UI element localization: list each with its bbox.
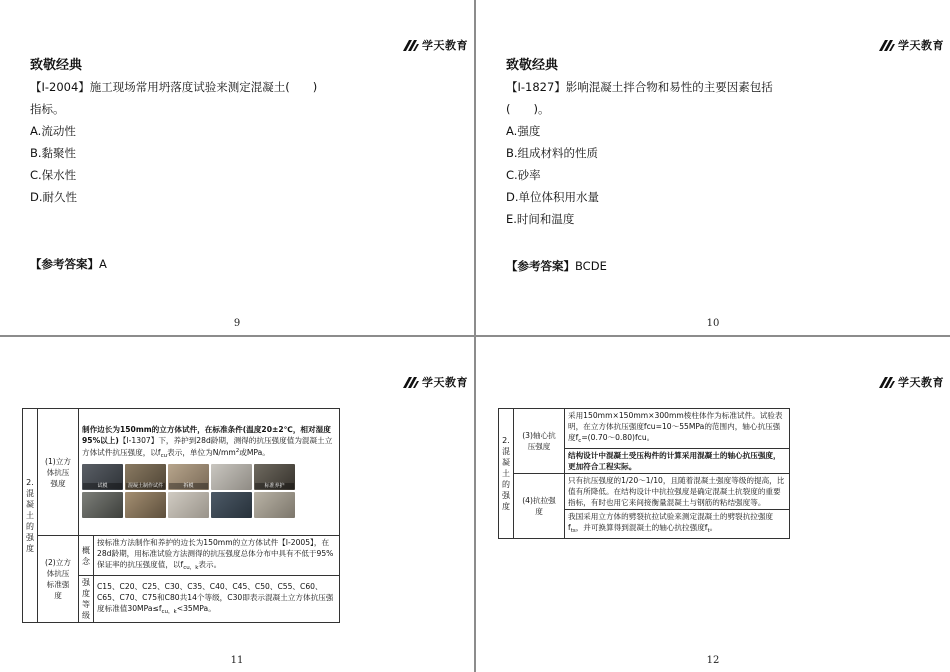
option: B.黏聚性 (30, 146, 77, 160)
photo: 混凝土制作试件 (125, 464, 166, 490)
brand-logo (879, 38, 944, 52)
option: D.耐久性 (30, 190, 78, 204)
section-label: 2. 混 凝 土 的 强 度 (23, 409, 38, 623)
option: A.强度 (506, 124, 541, 138)
brand-name: 学天教育 (898, 39, 944, 52)
page-number: 10 (706, 318, 720, 329)
cube-strength-desc: 制作边长为150mm的立方体试件，在标准条件(温度20±2℃，相对湿度95%以上)【Ⅰ-1307】下，养护到28d龄期，测得的抗压强度值为混凝土立方体试件抗压强度，以$f_{cu}$表示，单位为$N/mm^2$或MPa。 试模 混凝土制作试件 拆模 标准养护 (79, 409, 340, 536)
question-line: ( )。 (506, 102, 550, 116)
section-label: 2. 混 凝 土 的 强 度 (499, 409, 514, 539)
logo-mark-icon (403, 40, 419, 51)
photo (211, 464, 252, 490)
page-number: 9 (233, 318, 241, 329)
category-axial-compression: (3)轴心抗 压强度 (514, 409, 565, 474)
option: B.组成材料的性质 (506, 146, 599, 160)
answer-label: 【参考答案】 (30, 257, 99, 271)
photo (125, 492, 166, 518)
answer-label: 【参考答案】 (506, 259, 575, 273)
grade-label: 强 度 等 级 (79, 576, 94, 623)
slide-10 (476, 0, 950, 335)
brand-name: 学天教育 (422, 39, 468, 52)
tensile-desc: 只有抗压强度的1/20～1/10，且随着混凝土强度等级的提高，比值有所降低。在结构设计中抗拉强度是确定混凝土抗裂度的重要指标，有时也用它来间接衡量混凝土与钢筋的粘结强度等。 (565, 474, 790, 510)
question-block (506, 76, 906, 230)
option: E.时间和温度 (506, 212, 575, 226)
slide-title: 致敬经典 (506, 58, 559, 73)
category-tensile: (4)抗拉强 度 (514, 474, 565, 539)
brand-logo (403, 375, 468, 389)
answer-value: BCDE (575, 259, 607, 273)
photo (211, 492, 252, 518)
answer (30, 256, 107, 272)
photo (254, 492, 295, 518)
axial-design-note: 结构设计中混凝土受压构件的计算采用混凝土的轴心抗压强度，更加符合工程实际。 (565, 449, 790, 474)
strength-table (22, 408, 340, 623)
splitting-test-desc: 我国采用立方体的劈裂抗拉试验来测定混凝土的劈裂抗拉强度$f_{ts}$，并可换算得到混凝土的轴心抗拉强度$f_t$。 (565, 510, 790, 539)
logo-mark-icon (879, 40, 895, 51)
question-block (30, 76, 430, 208)
brand-logo (403, 38, 468, 52)
photo (82, 492, 123, 518)
brand-name: 学天教育 (898, 376, 944, 389)
brand-name: 学天教育 (422, 376, 468, 389)
concept-label: 概 念 (79, 536, 94, 576)
axial-compression-desc: 采用150mm×150mm×300mm棱柱体作为标准试件。试验表明，在立方体抗压强度fcu=10～55MPa的范围内，轴心抗压强度$f_c=(0.70\sim 0.80)fcu$。 (565, 409, 790, 449)
option: A.流动性 (30, 124, 76, 138)
slide-9 (0, 0, 474, 335)
photo: 拆模 (168, 464, 209, 490)
answer-value: A (99, 257, 107, 271)
slide-title: 致敬经典 (30, 58, 83, 73)
grade-desc: C15、C20、C25、C30、C35、C40、C45、C50、C55、C60、C65、C70、C75和C80共14个等级，C30即表示混凝土立方体抗压强度标准值$30MPa\le f_{cu,k}<35MPa$。 (94, 576, 340, 623)
option: C.保水性 (30, 168, 77, 182)
photo-strip (82, 462, 336, 520)
slide-12 (476, 337, 950, 672)
logo-mark-icon (403, 377, 419, 388)
option: D.单位体积用水量 (506, 190, 600, 204)
page-number: 11 (230, 655, 244, 666)
photo: 标准养护 (254, 464, 295, 490)
option: C.砂率 (506, 168, 541, 182)
brand-logo (879, 375, 944, 389)
photo: 试模 (82, 464, 123, 490)
photo (168, 492, 209, 518)
page-number: 12 (706, 655, 720, 666)
question-line: 指标。 (30, 102, 65, 116)
question-line: 【Ⅰ-2004】施工现场常用坍落度试验来测定混凝土( ) (30, 80, 318, 94)
category-cube-strength: (1)立方 体抗压 强度 (38, 409, 79, 536)
category-standard-strength: (2)立方 体抗压 标准强 度 (38, 536, 79, 623)
answer (506, 258, 607, 274)
logo-mark-icon (879, 377, 895, 388)
concept-desc: 按标准方法制作和养护的边长为150mm的立方体试件【Ⅰ-2005】，在28d龄期，用标准试验方法测得的抗压强度总体分布中具有不低于95%保证率的抗压强度值，以$f_{cu,k}$表示。 (94, 536, 340, 576)
slide-11 (0, 337, 474, 672)
question-line: 【Ⅰ-1827】影响混凝土拌合物和易性的主要因素包括 (506, 80, 773, 94)
strength-table (498, 408, 790, 539)
